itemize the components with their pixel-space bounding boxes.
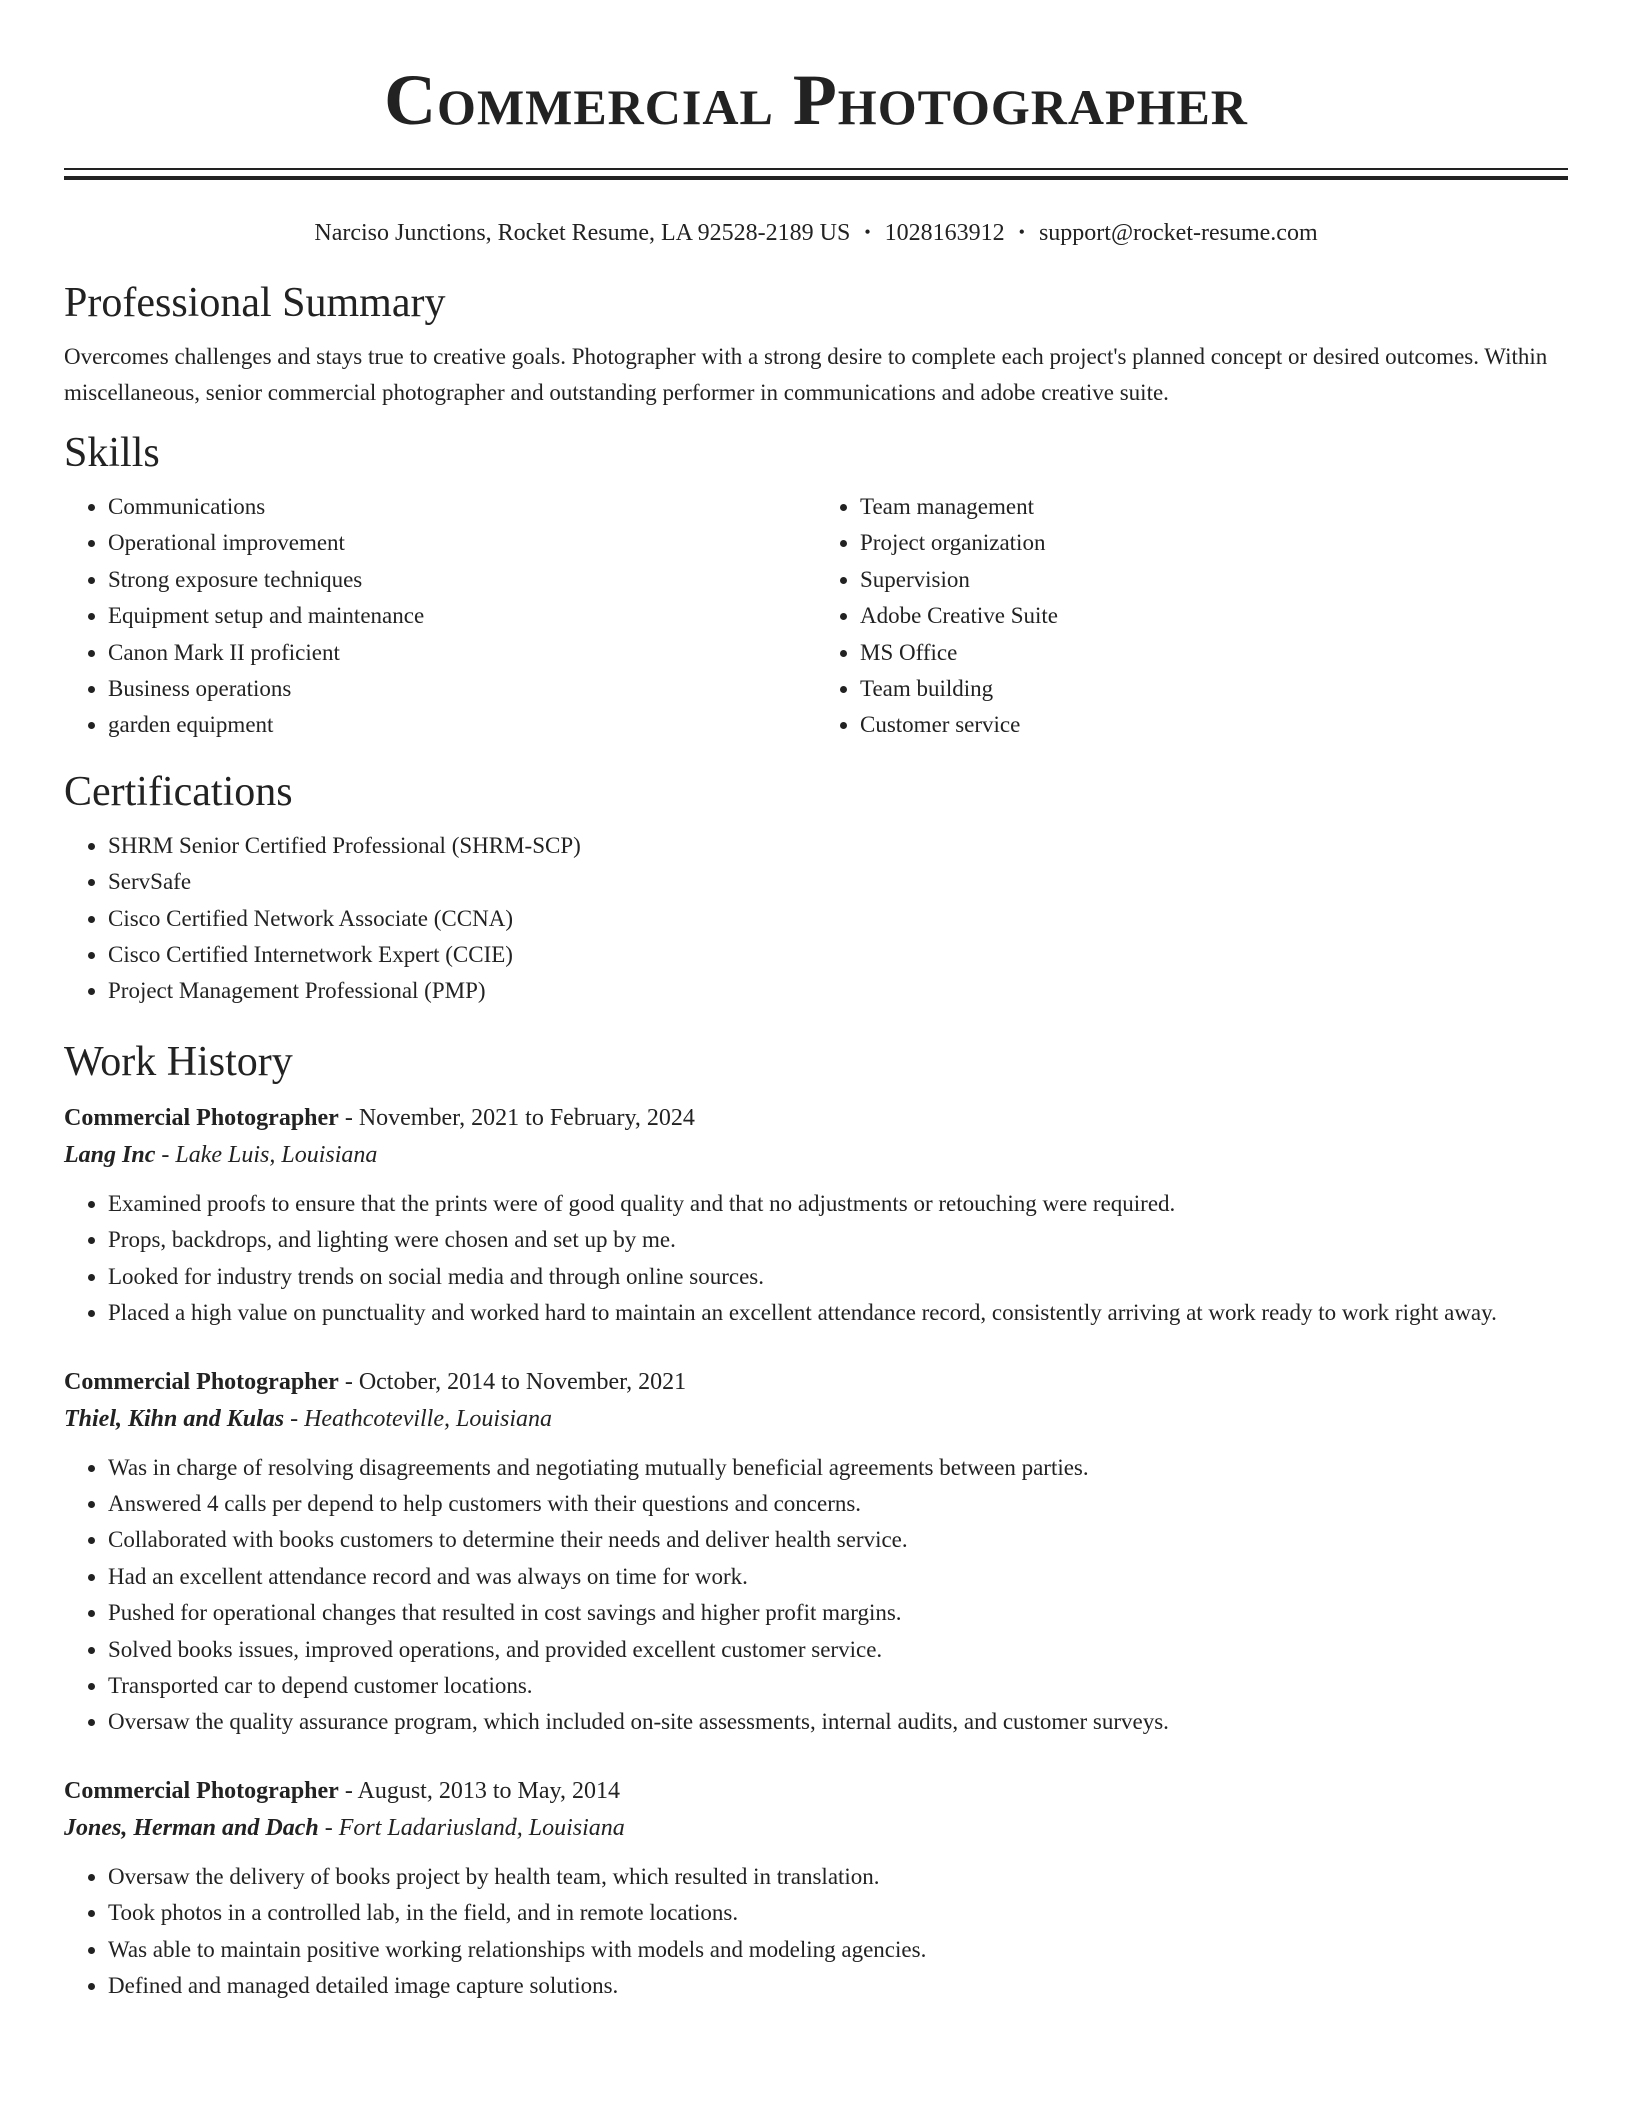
skill-item: • Team management [860, 489, 1568, 525]
skill-item: • garden equipment [108, 707, 816, 743]
job-bullet: • Oversaw the quality assurance program, which included on-site assessments, internal audits, and customer surveys. [108, 1704, 1568, 1740]
skill-item: • Supervision [860, 562, 1568, 598]
contact-phone: 1028163912 [884, 220, 1005, 246]
certifications-heading: Certifications [64, 768, 293, 815]
certification-item: • Cisco Certified Network Associate (CCNA) [108, 901, 1568, 937]
title-divider-thick [64, 176, 1568, 180]
skills-grid [64, 489, 1568, 744]
certification-item: • SHRM Senior Certified Professional (SHRM-SCP) [108, 828, 1568, 864]
contact-email: support@rocket-resume.com [1038, 220, 1318, 246]
skills-heading: Skills [64, 430, 160, 476]
summary-text: Overcomes challenges and stays true to creative goals. Photographer with a strong desire to complete each project's planned concept or desired outcomes. Within miscellaneous, senior commercial photographer and outstanding performer in communications and adobe creative suite. [64, 344, 1548, 405]
certification-item: • Cisco Certified Internetwork Expert (CCIE) [108, 937, 1568, 973]
summary-heading: Professional Summary [64, 280, 446, 326]
skill-item: • Communications [108, 489, 816, 525]
job-bullet: • Solved books issues, improved operations, and provided excellent customer service. [108, 1632, 1568, 1668]
certifications-list [64, 828, 1568, 1010]
job-company-line [64, 1809, 1568, 1847]
job-bullet: • Looked for industry trends on social media and through online sources. [108, 1259, 1568, 1295]
job-bullet: • Defined and managed detailed image capture solutions. [108, 1968, 1568, 2004]
skill-item: • Canon Mark II proficient [108, 635, 816, 671]
job-entry [64, 1773, 1568, 2005]
skill-item: • Equipment setup and maintenance [108, 598, 816, 634]
job-bullet: • Placed a high value on punctuality and worked hard to maintain an excellent attendance record, consistently arriving at work ready to work right away. [108, 1295, 1568, 1331]
resume-page [64, 0, 1568, 2004]
job-bullets [64, 1450, 1568, 1741]
contact-address: Narciso Junctions, Rocket Resume, LA 92528-2189 US [314, 220, 851, 246]
job-bullet: • Pushed for operational changes that resulted in cost savings and higher profit margins. [108, 1595, 1568, 1631]
skill-item: • Strong exposure techniques [108, 562, 816, 598]
job-bullet: • Was able to maintain positive working relationships with models and modeling agencies. [108, 1932, 1568, 1968]
job-location: - Fort Ladariusland, Louisiana [318, 1814, 625, 1841]
resume-title: Commercial Photographer [384, 60, 1248, 140]
job-company: Jones, Herman and Dach [64, 1814, 319, 1841]
job-bullet: • Collaborated with books customers to determine their needs and deliver health service. [108, 1522, 1568, 1558]
skill-item: • Business operations [108, 671, 816, 707]
skills-list-left [64, 489, 816, 744]
job-dates: - August, 2013 to May, 2014 [338, 1777, 620, 1804]
job-location: - Heathcoteville, Louisiana [284, 1405, 553, 1432]
certification-item: • ServSafe [108, 864, 1568, 900]
skill-item: • Team building [860, 671, 1568, 707]
contact-line [64, 216, 1568, 249]
job-company-line [64, 1136, 1568, 1174]
job-bullet: • Transported car to depend customer locations. [108, 1668, 1568, 1704]
skill-item: • Customer service [860, 707, 1568, 743]
certification-item: • Project Management Professional (PMP) [108, 973, 1568, 1009]
job-company: Lang Inc [64, 1141, 156, 1168]
job-bullet: • Was in charge of resolving disagreements and negotiating mutually beneficial agreements between parties. [108, 1450, 1568, 1486]
job-bullet: • Oversaw the delivery of books project by health team, which resulted in translation. [108, 1859, 1568, 1895]
job-bullet: • Props, backdrops, and lighting were chosen and set up by me. [108, 1222, 1568, 1258]
job-bullets [64, 1859, 1568, 2005]
job-title-line [64, 1100, 1568, 1136]
job-dates: - October, 2014 to November, 2021 [338, 1368, 687, 1395]
job-company: Thiel, Kihn and Kulas [64, 1405, 285, 1432]
job-entry [64, 1100, 1568, 1332]
skill-item: • Project organization [860, 525, 1568, 561]
skill-item: • MS Office [860, 635, 1568, 671]
job-bullet: • Had an excellent attendance record and was always on time for work. [108, 1559, 1568, 1595]
job-location: - Lake Luis, Louisiana [155, 1141, 378, 1168]
job-company-line [64, 1400, 1568, 1438]
job-title-line [64, 1364, 1568, 1400]
skill-item: • Adobe Creative Suite [860, 598, 1568, 634]
skills-list-right [816, 489, 1568, 744]
skill-item: • Operational improvement [108, 525, 816, 561]
contact-separator: • [864, 222, 871, 242]
job-bullet: • Examined proofs to ensure that the prints were of good quality and that no adjustments or retouching were required. [108, 1186, 1568, 1222]
job-bullet: • Answered 4 calls per depend to help customers with their questions and concerns. [108, 1486, 1568, 1522]
work-history-heading: Work History [64, 1038, 293, 1085]
job-role: Commercial Photographer [64, 1104, 339, 1131]
job-role: Commercial Photographer [64, 1777, 339, 1804]
title-divider-thin [64, 168, 1568, 170]
job-title-line [64, 1773, 1568, 1809]
job-bullets [64, 1186, 1568, 1332]
job-bullet: • Took photos in a controlled lab, in the field, and in remote locations. [108, 1895, 1568, 1931]
job-role: Commercial Photographer [64, 1368, 339, 1395]
contact-separator: • [1018, 222, 1025, 242]
job-entry [64, 1364, 1568, 1741]
job-dates: - November, 2021 to February, 2024 [338, 1104, 695, 1131]
